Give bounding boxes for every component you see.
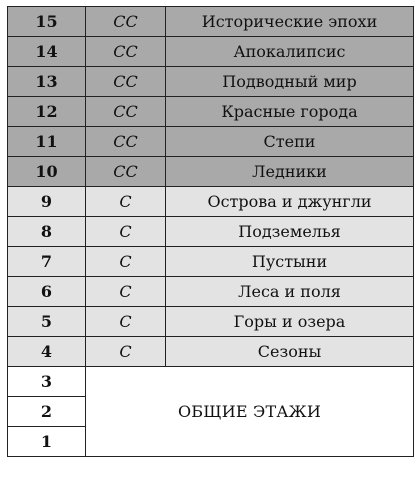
floor-number: 2 bbox=[8, 397, 86, 427]
floors-table bbox=[7, 6, 414, 457]
table-row bbox=[8, 127, 414, 157]
floor-name: Леса и поля bbox=[166, 277, 414, 307]
table-row bbox=[8, 277, 414, 307]
table-row bbox=[8, 7, 414, 37]
floor-name: Красные города bbox=[166, 97, 414, 127]
floor-level: C bbox=[86, 217, 166, 247]
table-row bbox=[8, 367, 414, 397]
floor-name: Исторические эпохи bbox=[166, 7, 414, 37]
table-row bbox=[8, 157, 414, 187]
floor-level: CC bbox=[86, 67, 166, 97]
floor-number: 4 bbox=[8, 337, 86, 367]
floor-name: Ледники bbox=[166, 157, 414, 187]
floor-number: 11 bbox=[8, 127, 86, 157]
floor-level: CC bbox=[86, 97, 166, 127]
floor-level: C bbox=[86, 277, 166, 307]
floor-number: 1 bbox=[8, 427, 86, 457]
table-row bbox=[8, 37, 414, 67]
floor-number: 8 bbox=[8, 217, 86, 247]
table-row bbox=[8, 247, 414, 277]
floor-name: Острова и джунгли bbox=[166, 187, 414, 217]
table-row bbox=[8, 187, 414, 217]
floor-level: CC bbox=[86, 7, 166, 37]
floor-number: 13 bbox=[8, 67, 86, 97]
floor-name: Апокалипсис bbox=[166, 37, 414, 67]
floor-name: Подземелья bbox=[166, 217, 414, 247]
floor-name: Сезоны bbox=[166, 337, 414, 367]
common-floors-label: ОБЩИЕ ЭТАЖИ bbox=[86, 367, 414, 457]
floor-number: 10 bbox=[8, 157, 86, 187]
floor-number: 7 bbox=[8, 247, 86, 277]
table-row bbox=[8, 307, 414, 337]
floor-level: C bbox=[86, 247, 166, 277]
floor-name: Степи bbox=[166, 127, 414, 157]
floor-number: 3 bbox=[8, 367, 86, 397]
floor-level: CC bbox=[86, 157, 166, 187]
floor-name: Горы и озера bbox=[166, 307, 414, 337]
floor-level: C bbox=[86, 337, 166, 367]
floor-level: C bbox=[86, 307, 166, 337]
floor-level: CC bbox=[86, 127, 166, 157]
table-row bbox=[8, 337, 414, 367]
floor-number: 12 bbox=[8, 97, 86, 127]
floor-number: 5 bbox=[8, 307, 86, 337]
floor-name: Пустыни bbox=[166, 247, 414, 277]
floor-number: 15 bbox=[8, 7, 86, 37]
floor-number: 14 bbox=[8, 37, 86, 67]
floor-number: 6 bbox=[8, 277, 86, 307]
table-row bbox=[8, 97, 414, 127]
floor-level: C bbox=[86, 187, 166, 217]
table-row bbox=[8, 67, 414, 97]
floor-name: Подводный мир bbox=[166, 67, 414, 97]
floor-number: 9 bbox=[8, 187, 86, 217]
floor-level: CC bbox=[86, 37, 166, 67]
table-row bbox=[8, 217, 414, 247]
